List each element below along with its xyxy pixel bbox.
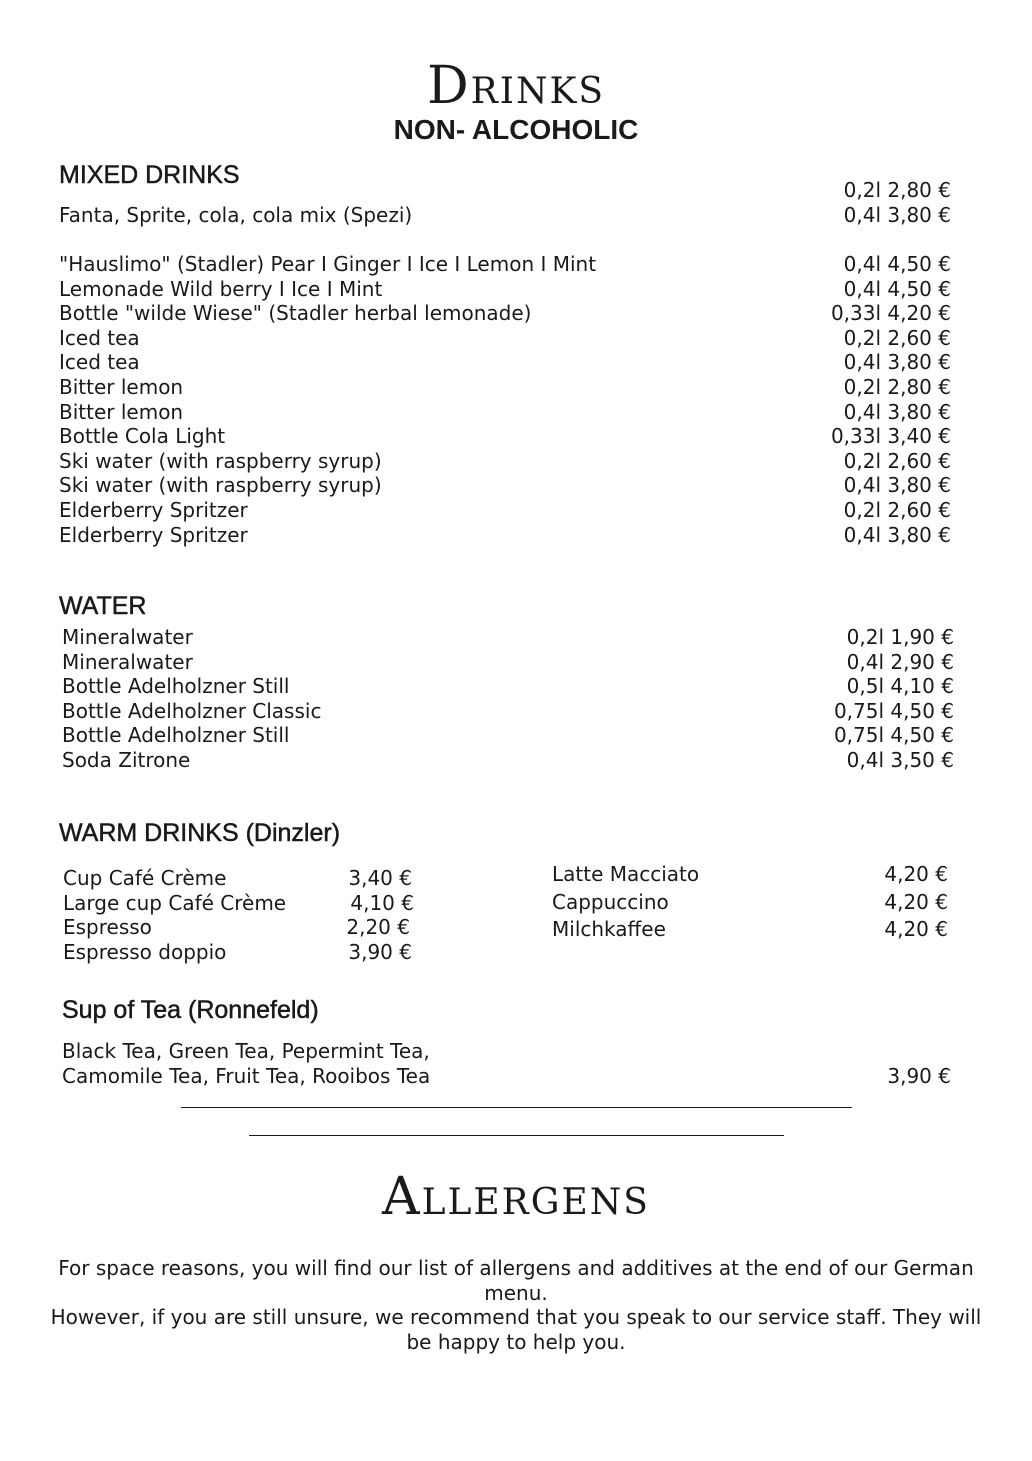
- list-item: [59, 424, 951, 449]
- divider: [181, 1107, 852, 1108]
- mixed-drinks-top-price-row: [59, 178, 951, 203]
- item-price: 0,4l 3,50 €: [846, 748, 954, 772]
- item-name: Cup Café Crème: [63, 866, 227, 890]
- item-name: Bottle "wilde Wiese" (Stadler herbal lemonade): [59, 301, 532, 326]
- item-price: 4,10 €: [350, 890, 414, 915]
- item-name: Cappuccino: [552, 889, 669, 914]
- list-item: [552, 862, 948, 887]
- list-item: [62, 625, 954, 650]
- item-price: 0,4l 2,90 €: [846, 649, 954, 674]
- tea-price: 3,90 €: [887, 1063, 951, 1088]
- list-item: [62, 699, 954, 724]
- item-price: 0,4l 4,50 €: [843, 276, 951, 301]
- list-item: [59, 449, 951, 474]
- list-item: [59, 473, 951, 498]
- item-price: 3,40 €: [348, 866, 412, 890]
- item-price: 0,2l 2,60 €: [843, 325, 951, 350]
- list-item: [63, 940, 412, 965]
- item-name: Bitter lemon: [59, 399, 184, 424]
- page-title: Drinks: [426, 56, 606, 116]
- price: 0,2l 2,80 €: [843, 178, 951, 202]
- list-item: [59, 203, 951, 228]
- item-name: "Hauslimo" (Stadler) Pear I Ginger I Ice I Lemon I Mint: [59, 252, 597, 276]
- item-price: 0,33l 4,20 €: [830, 301, 951, 326]
- item-price: 0,4l 3,80 €: [843, 399, 951, 424]
- list-item: [62, 674, 954, 699]
- item-price: 0,2l 2,80 €: [843, 375, 951, 399]
- item-name: Iced tea: [59, 350, 140, 375]
- item-name: Mineralwater: [62, 625, 193, 649]
- allergens-heading: Allergens: [382, 1167, 650, 1227]
- list-item: [59, 375, 951, 400]
- list-item: [59, 400, 951, 425]
- item-name: Elderberry Spritzer: [59, 522, 248, 547]
- item-name: Espresso: [63, 915, 152, 940]
- item-price: 0,33l 3,40 €: [830, 424, 951, 449]
- list-item: [59, 277, 951, 302]
- list-item: [63, 866, 412, 891]
- list-item: [552, 890, 948, 915]
- item-name: Bottle Adelholzner Classic: [62, 698, 322, 723]
- item-price: 0,2l 2,60 €: [843, 498, 951, 522]
- list-item: [59, 326, 951, 351]
- allergens-notice-line: For space reasons, you will find our list of allergens and additives at the end of our German menu.: [58, 1256, 974, 1305]
- item-price: 0,4l 3,80 €: [843, 350, 951, 375]
- item-price: 4,20 €: [884, 917, 948, 941]
- item-price: 0,4l 3,80 €: [843, 522, 951, 547]
- item-price: 0,4l 3,80 €: [843, 203, 951, 227]
- item-price: 0,75l 4,50 €: [833, 723, 954, 748]
- list-item: [59, 301, 951, 326]
- item-name: Ski water (with raspberry syrup): [59, 448, 382, 473]
- list-item: [59, 350, 951, 375]
- item-name: Iced tea: [59, 325, 140, 350]
- item-price: 0,75l 4,50 €: [833, 698, 954, 723]
- list-item: [59, 523, 951, 548]
- item-name: Milchkaffee: [552, 917, 666, 941]
- list-item: [552, 917, 948, 942]
- item-price: 2,20 €: [346, 915, 410, 940]
- item-name: Bottle Adelholzner Still: [62, 674, 290, 699]
- item-price: 4,20 €: [884, 889, 948, 914]
- item-price: 3,90 €: [348, 939, 412, 964]
- list-item: [62, 650, 954, 675]
- item-name: Latte Macciato: [552, 862, 700, 886]
- item-name: Espresso doppio: [63, 939, 227, 964]
- item-name: Bottle Adelholzner Still: [62, 723, 290, 748]
- divider: [249, 1135, 784, 1136]
- item-price: 0,4l 4,50 €: [843, 252, 951, 276]
- item-name: Soda Zitrone: [62, 748, 191, 772]
- tea-list-line: Black Tea, Green Tea, Pepermint Tea,: [62, 1039, 430, 1063]
- tea-list-line: Camomile Tea, Fruit Tea, Rooibos Tea: [62, 1063, 431, 1088]
- warm-drinks-heading: WARM DRINKS (Dinzler): [59, 819, 341, 847]
- item-name: Fanta, Sprite, cola, cola mix (Spezi): [59, 203, 413, 227]
- item-price: 0,2l 1,90 €: [846, 625, 954, 649]
- tea-heading: Sup of Tea (Ronnefeld): [62, 996, 319, 1024]
- item-name: Mineralwater: [62, 649, 193, 674]
- item-name: Elderberry Spritzer: [59, 498, 248, 522]
- list-item: [59, 498, 951, 523]
- list-item: [63, 891, 414, 916]
- item-name: Bottle Cola Light: [59, 424, 226, 449]
- item-price: 4,20 €: [884, 862, 948, 886]
- list-item: [62, 748, 954, 773]
- list-item: [63, 915, 410, 940]
- item-price: 0,2l 2,60 €: [843, 448, 951, 473]
- item-price: 0,5l 4,10 €: [846, 674, 954, 699]
- page-subtitle: NON- ALCOHOLIC: [393, 114, 639, 145]
- item-name: Ski water (with raspberry syrup): [59, 473, 382, 498]
- item-price: 0,4l 3,80 €: [843, 473, 951, 498]
- allergens-notice: [40, 1256, 992, 1354]
- list-item: [59, 252, 951, 277]
- item-name: Bitter lemon: [59, 375, 184, 399]
- item-name: Lemonade Wild berry I Ice I Mint: [59, 276, 383, 301]
- allergens-notice-line: However, if you are still unsure, we recommend that you speak to our service staff. They will be happy to help you.: [50, 1305, 982, 1354]
- water-heading: WATER: [59, 592, 147, 620]
- mixed-drinks-heading: MIXED DRINKS: [59, 161, 240, 189]
- item-name: Large cup Café Crème: [63, 890, 287, 915]
- list-item: [62, 723, 954, 748]
